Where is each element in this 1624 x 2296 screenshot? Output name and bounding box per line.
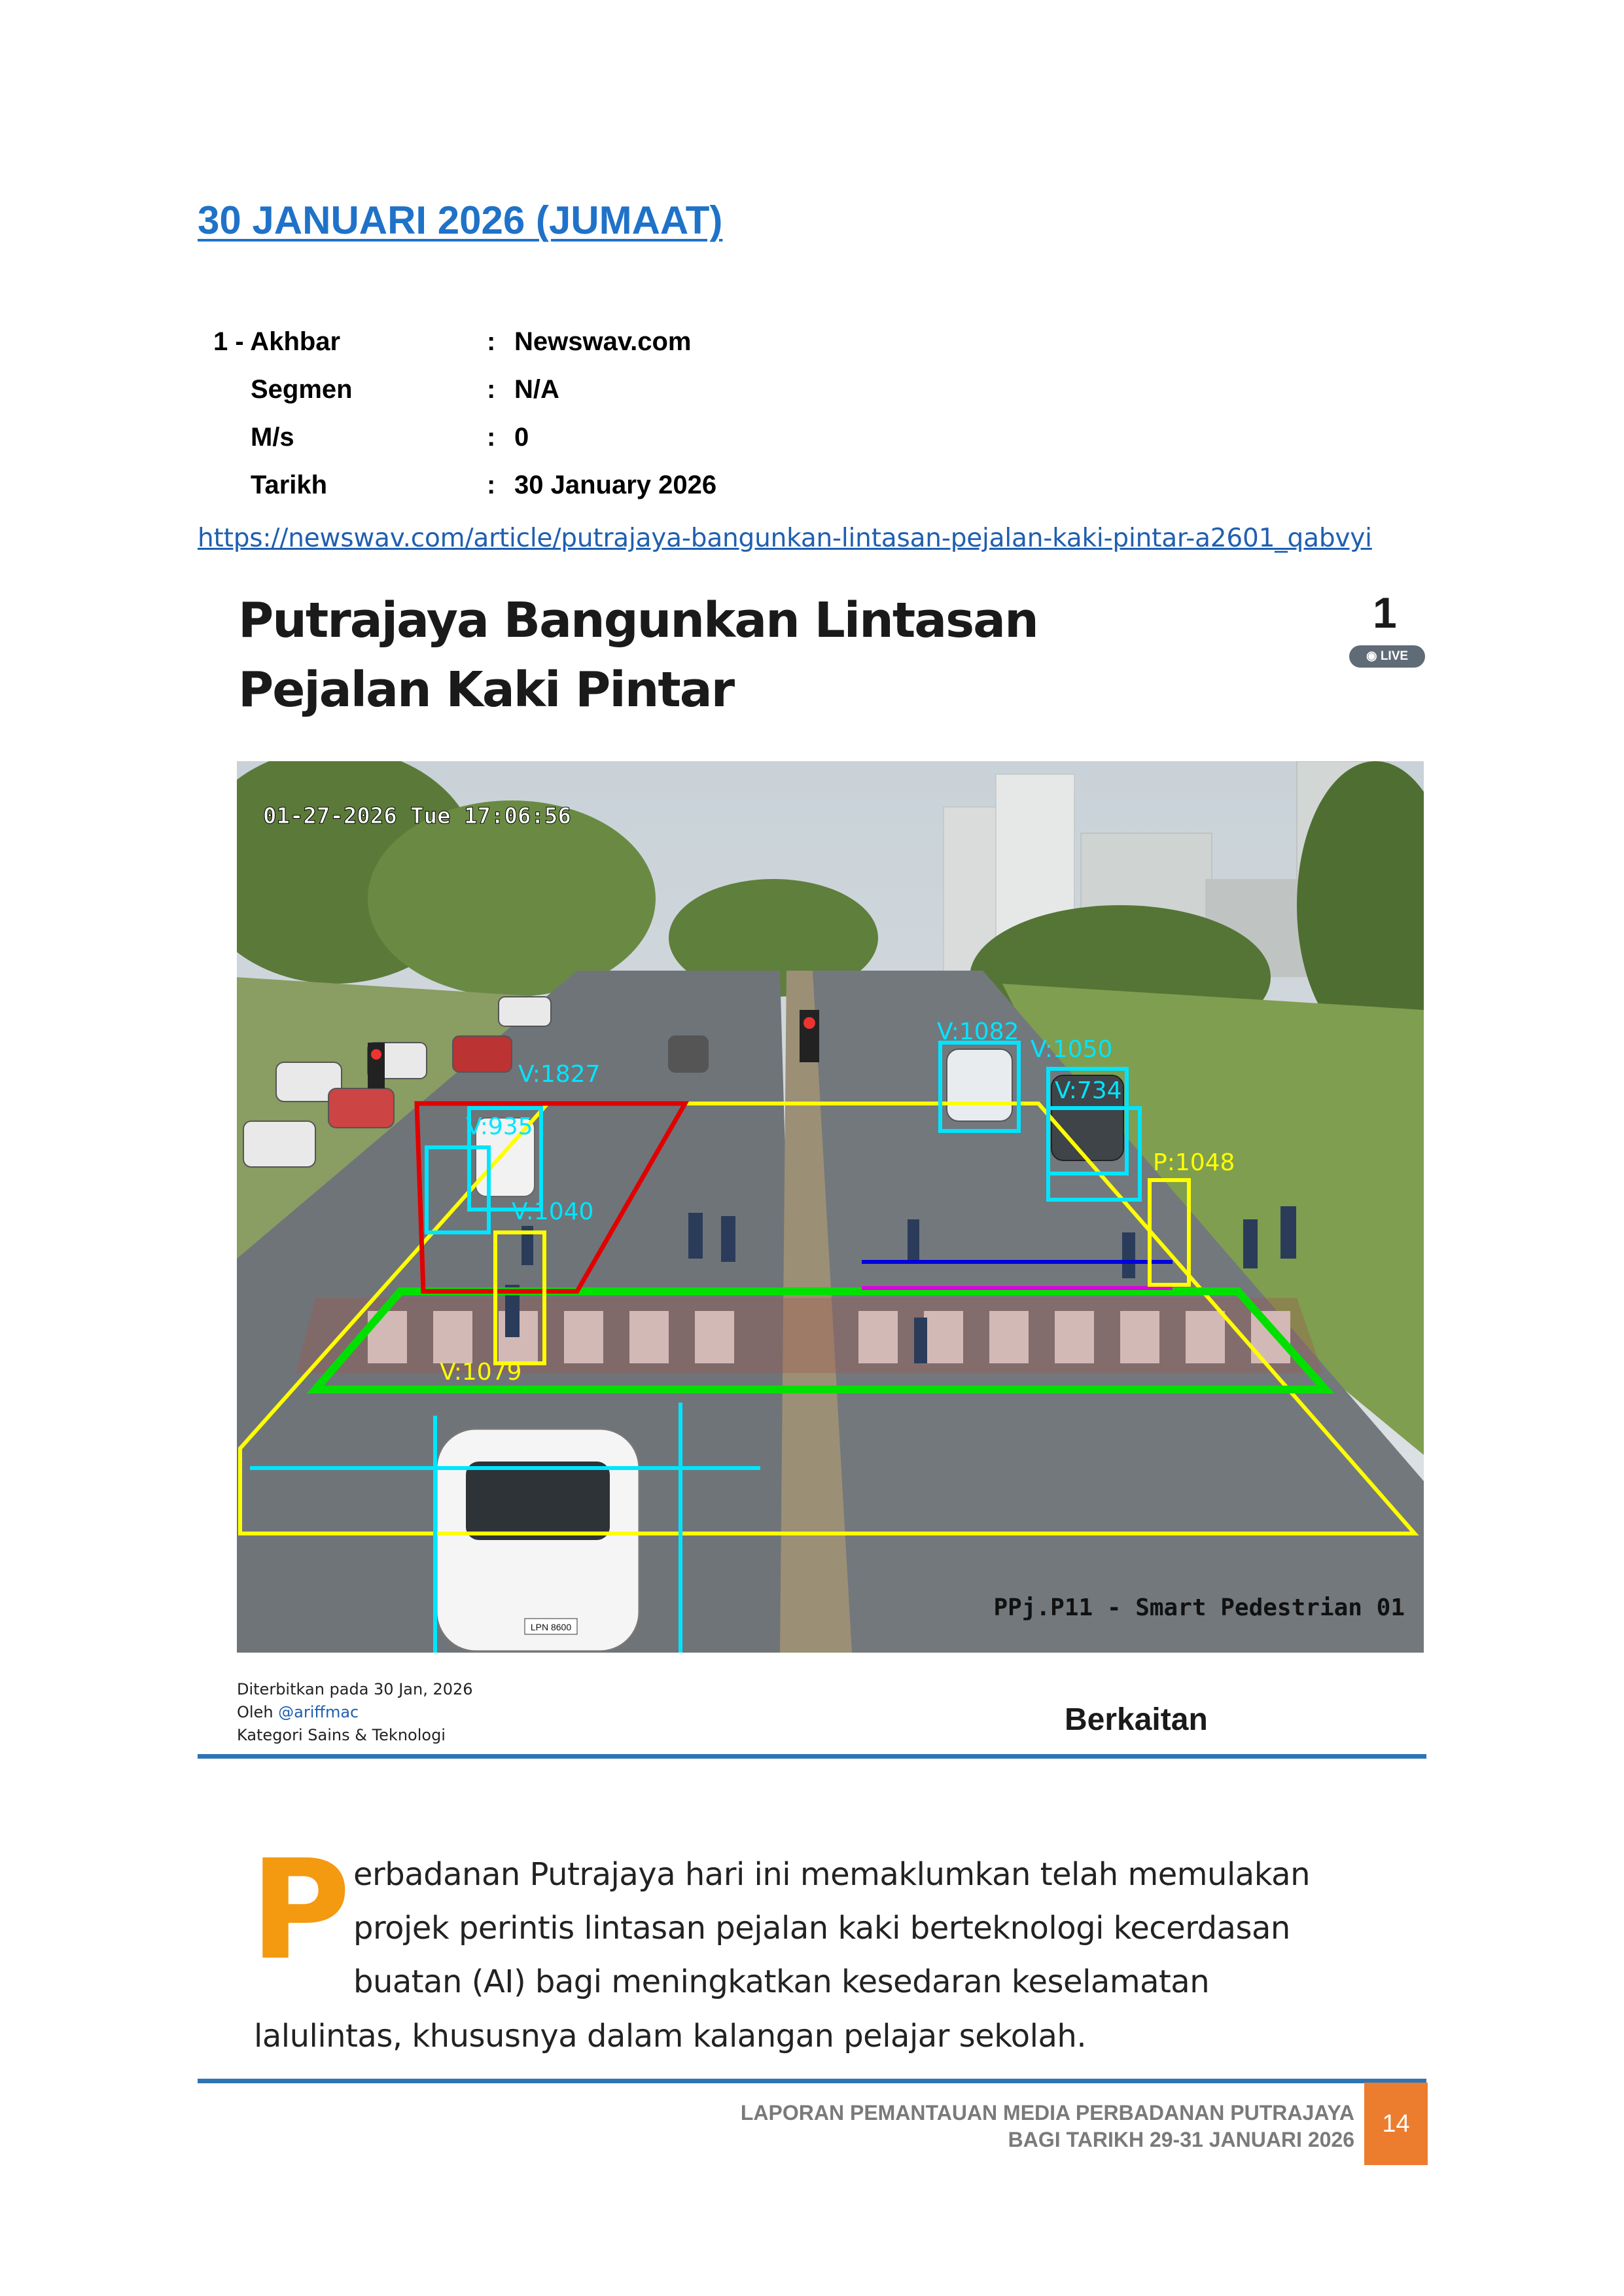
article-title xyxy=(238,586,1038,725)
drop-cap: P xyxy=(250,1830,351,1990)
meta-label-akhbar: 1 - Akhbar xyxy=(213,327,341,356)
detection-label-8: V:1079 xyxy=(440,1359,522,1386)
meta-label-ms: M/s xyxy=(251,423,294,452)
meta-value-tarikh: 30 January 2026 xyxy=(514,471,717,499)
meta-label-segmen: Segmen xyxy=(251,375,353,404)
meta-value-ms: 0 xyxy=(514,423,529,452)
body-line-4: lalulintas, khususnya dalam kalangan pelajar sekolah. xyxy=(254,2018,1087,2054)
author-prefix: Oleh xyxy=(237,1703,279,1721)
category: Kategori Sains & Teknologi xyxy=(237,1726,446,1744)
author-link[interactable]: @ariffmac xyxy=(278,1703,359,1721)
divider-bottom xyxy=(198,2079,1426,2083)
body-line-3: buatan (AI) bagi meningkatkan kesedaran keselamatan xyxy=(353,1964,1210,2000)
live-badge-label: LIVE xyxy=(1380,649,1409,663)
meta-separator: : xyxy=(487,375,496,404)
eye-icon: ◉ xyxy=(1366,649,1381,663)
meta-label-tarikh: Tarikh xyxy=(251,471,328,499)
viewer-count: 1 xyxy=(1373,588,1397,637)
cctv-timestamp: 01-27-2026 Tue 17:06:56 xyxy=(263,803,571,829)
meta-value-segmen: N/A xyxy=(514,375,559,404)
footer-line-1: LAPORAN PEMANTAUAN MEDIA PERBADANAN PUTRAJAYA xyxy=(740,2101,1354,2125)
article-link[interactable]: https://newswav.com/article/putrajaya-bangunkan-lintasan-pejalan-kaki-pintar-a2601_qabvyi xyxy=(198,524,1372,553)
related-heading: Berkaitan xyxy=(1065,1702,1208,1737)
footer-line-2: BAGI TARIKH 29-31 JANUARI 2026 xyxy=(1008,2128,1354,2151)
article-title-line-1: Putrajaya Bangunkan Lintasan xyxy=(238,592,1038,649)
detection-label-2: V:1050 xyxy=(1031,1036,1113,1063)
body-line-1: erbadanan Putrajaya hari ini memaklumkan telah memulakan xyxy=(353,1856,1310,1893)
detection-label-1: V:1082 xyxy=(937,1018,1019,1045)
divider-top xyxy=(198,1754,1426,1759)
published-date: Diterbitkan pada 30 Jan, 2026 xyxy=(237,1680,473,1698)
meta-separator: : xyxy=(487,327,496,356)
page-number: 14 xyxy=(1364,2083,1428,2165)
live-badge xyxy=(1349,645,1425,668)
publish-info xyxy=(237,1678,473,1747)
license-plate: LPN 8600 xyxy=(530,1622,572,1632)
detection-label-5: V:935 xyxy=(466,1113,533,1140)
report-footer xyxy=(741,2100,1354,2153)
date-heading: 30 JANUARI 2026 (JUMAAT) xyxy=(198,198,723,242)
body-line-2: projek perintis lintasan pejalan kaki berteknologi kecerdasan xyxy=(353,1910,1290,1946)
meta-separator: : xyxy=(487,423,496,452)
detection-label-4: P:1048 xyxy=(1153,1149,1235,1176)
meta-value-akhbar: Newswav.com xyxy=(514,327,692,356)
cctv-camera-label: PPj.P11 - Smart Pedestrian 01 xyxy=(993,1594,1405,1621)
detection-label-6: V:1827 xyxy=(518,1061,601,1088)
article-title-line-2: Pejalan Kaki Pintar xyxy=(238,662,734,718)
detection-label-3: V:734 xyxy=(1055,1077,1122,1104)
detection-label-7: V:1040 xyxy=(512,1198,594,1225)
cctv-image xyxy=(237,761,1424,1653)
author-line xyxy=(237,1701,473,1724)
meta-separator: : xyxy=(487,471,496,499)
